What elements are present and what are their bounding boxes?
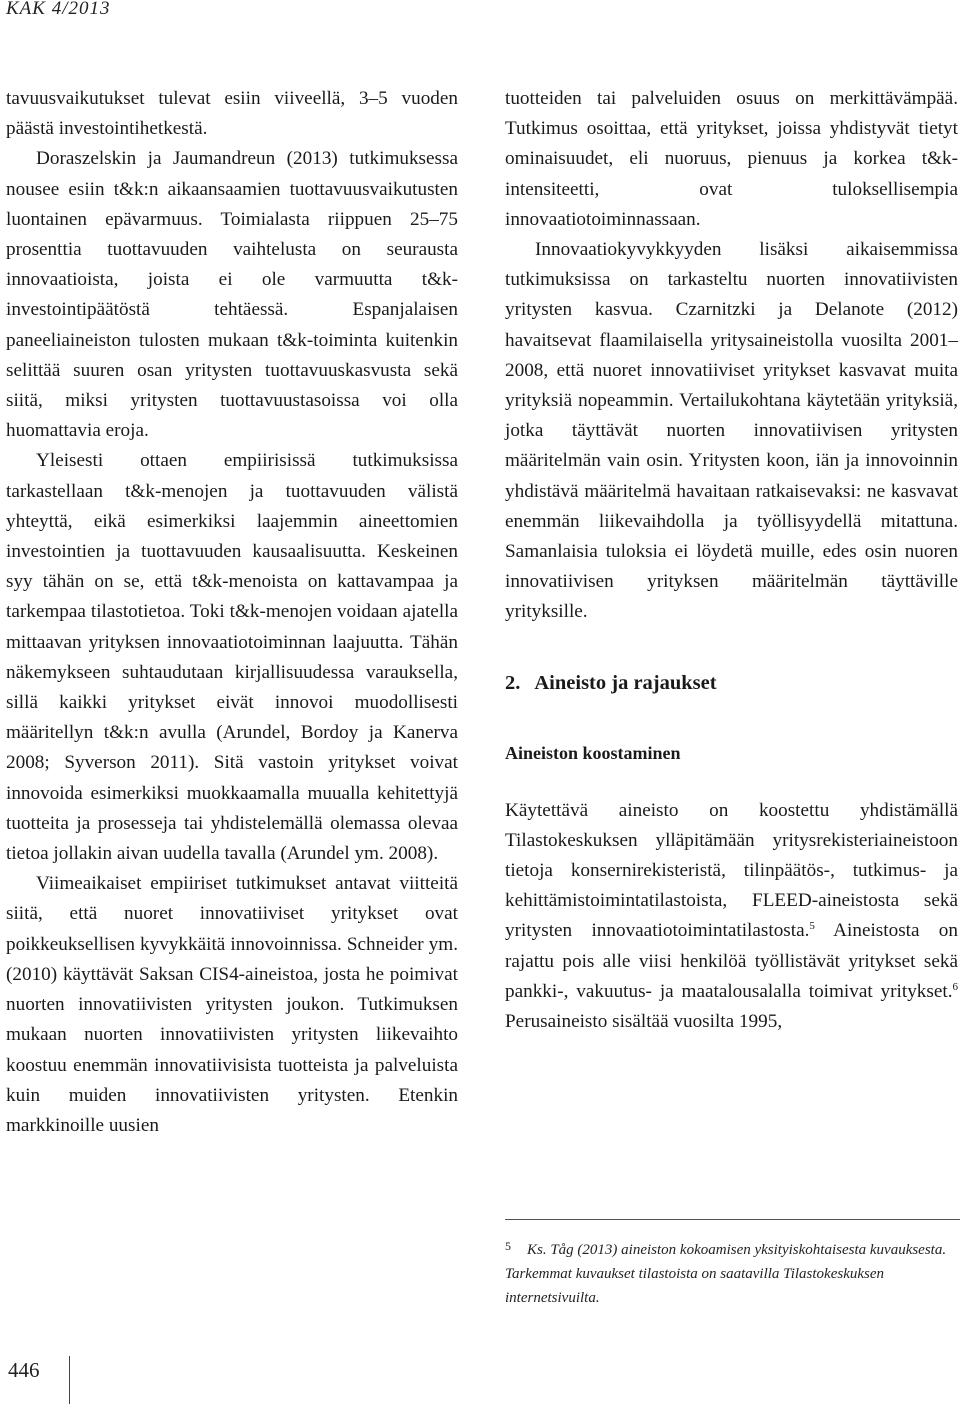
left-column [6, 84, 458, 1141]
footnote-ref[interactable]: 6 [952, 980, 958, 993]
section-title: Aineisto ja rajaukset [534, 671, 717, 694]
body-paragraph: Doraszelskin ja Jaumandreun (2013) tutkimuksessa nousee esiin t&k:n aikaansaamien tuottavuusvaikutusten luontainen epävarmuus. Toimialasta riippuen 25–75 prosenttia tuottavuuden vaihtelusta on seurausta innovaatioista, joista ei ole varmuutta t&k-investointipäätöstä tehtäessä. Espanjalaisen paneeliaineiston tulosten mukaan t&k-toiminta kuitenkin selittää suuren osan yritysten tuottavuuskasvusta sekä siitä, miksi yritysten tuottavuustasoissa voi olla huomattavia eroja. [6, 148, 458, 442]
body-paragraph: tavuusvaikutukset tulevat esiin viiveellä, 3–5 vuoden päästä investointihetkestä. [6, 88, 458, 140]
body-paragraph [505, 796, 958, 1038]
page-number-divider [69, 1356, 70, 1404]
subsection-heading: Aineiston koostaminen [505, 742, 681, 763]
running-header: KAK 4/2013 [6, 0, 111, 19]
footnote-divider [505, 1219, 960, 1220]
footnote-text: Ks. Tåg (2013) aineiston kokoamisen yksityiskohtaisesta kuvauksesta. Tarkemmat kuvaukset tilastoista on saatavilla Tilastokeskuksen internetsivuilta. [505, 1242, 947, 1306]
body-paragraph: Yleisesti ottaen empiirisissä tutkimuksissa tarkastellaan t&k-menojen ja tuottavuuden välistä yhteyttä, eikä esimerkiksi laajemmin aineettomien investointien ja tuottavuuden kausaalisuutta. Keskeinen syy tähän on se, että t&k-menoista on kattavampaa ja tarkempaa tilastotietoa. Toki t&k-menojen voidaan ajatella mittaavan yrityksen innovaatiotoiminnan laajuutta. Tähän näkemykseen suhtaudutaan kirjallisuudessa varauksella, sillä kaikki yritykset eivät innovoi muodollisesti määritellyn t&k:n avulla (Arundel, Bordoy ja Kanerva 2008; Syverson 2011). Sitä vastoin yritykset voivat innovoida esimerkiksi muokkaamalla muualla kehitettyjä tuotteita ja prosesseja tai yhdistelemällä olemassa olevaa tietoa jollakin aivan uudella tavalla (Arundel ym. 2008). [6, 450, 458, 865]
body-paragraph: Viimeaikaiset empiiriset tutkimukset antavat viitteitä siitä, että nuoret innovatiiviset yritykset ovat poikkeuksellisen kyvykkäitä innovoinnissa. Schneider ym. (2010) käyttävät Saksan CIS4-aineistoa, josta he poimivat nuorten innovatiivisten yritysten joukon. Tutkimuksen mukaan nuorten innovatiivisten yritysten liikevaihto koostuu enemmän innovatiivisista tuotteista ja palveluista kuin muiden innovatiivisten yritysten. Etenkin markkinoille uusien [6, 873, 458, 1136]
right-column [505, 84, 958, 1037]
footnote-ref[interactable]: 5 [809, 920, 815, 933]
section-number: 2. [505, 671, 521, 694]
page-number: 446 [8, 1358, 40, 1382]
footnote-mark: 5 [505, 1239, 511, 1253]
body-text: Käytettävä aineisto on koostettu yhdistämällä Tilastokeskuksen ylläpitämään yritysrekisteriaineistoon tietoja konsernirekisteristä, tilinpäätös-, tutkimus- ja kehittämistoimintatilastoista, FLEED-aineistosta sekä yritysten innovaatiotoimintatilastosta. [505, 799, 958, 942]
body-paragraph: tuotteiden tai palveluiden osuus on merkittävämpää. Tutkimus osoittaa, että yritykset, joissa yhdistyvät tietyt ominaisuudet, eli nuoruus, pienuus ja korkea t&k-intensiteetti, ovat tuloksellisempia innovaatiotoiminnassaan. [505, 88, 958, 230]
footnote [505, 1234, 960, 1310]
body-paragraph: Innovaatiokyvykkyyden lisäksi aikaisemmissa tutkimuksissa on tarkasteltu nuorten innovatiivisten yritysten kasvua. Czarnitzki ja Delanote (2012) havaitsevat flaamilaisella yritysaineistolla vuosilta 2001–2008, että nuoret innovatiiviset yritykset kasvavat muita yrityksiä nopeammin. Vertailukohtana käytetään yrityksiä, jotka täyttävät nuorten innovatiivisen yritysten määritelmän vain osin. Yritysten koon, iän ja innovoinnin yhdistävä määritelmä havaitaan ratkaisevaksi: ne kasvavat enemmän liikevaihdolla ja työllisyydellä mitattuna. Samanlaisia tuloksia ei löydetä muille, edes osin nuoren innovatiivisen yrityksen määritelmän täyttäville yrityksille. [505, 239, 958, 623]
body-text: Perusaineisto sisältää vuosilta 1995, [505, 1011, 783, 1033]
body-text: Aineistosta on rajattu pois alle viisi henkilöä työllistävät yritykset sekä pankki-, vakuutus- ja maatalousalalla toimivat yritykset. [505, 920, 958, 1002]
section-heading [505, 668, 958, 698]
